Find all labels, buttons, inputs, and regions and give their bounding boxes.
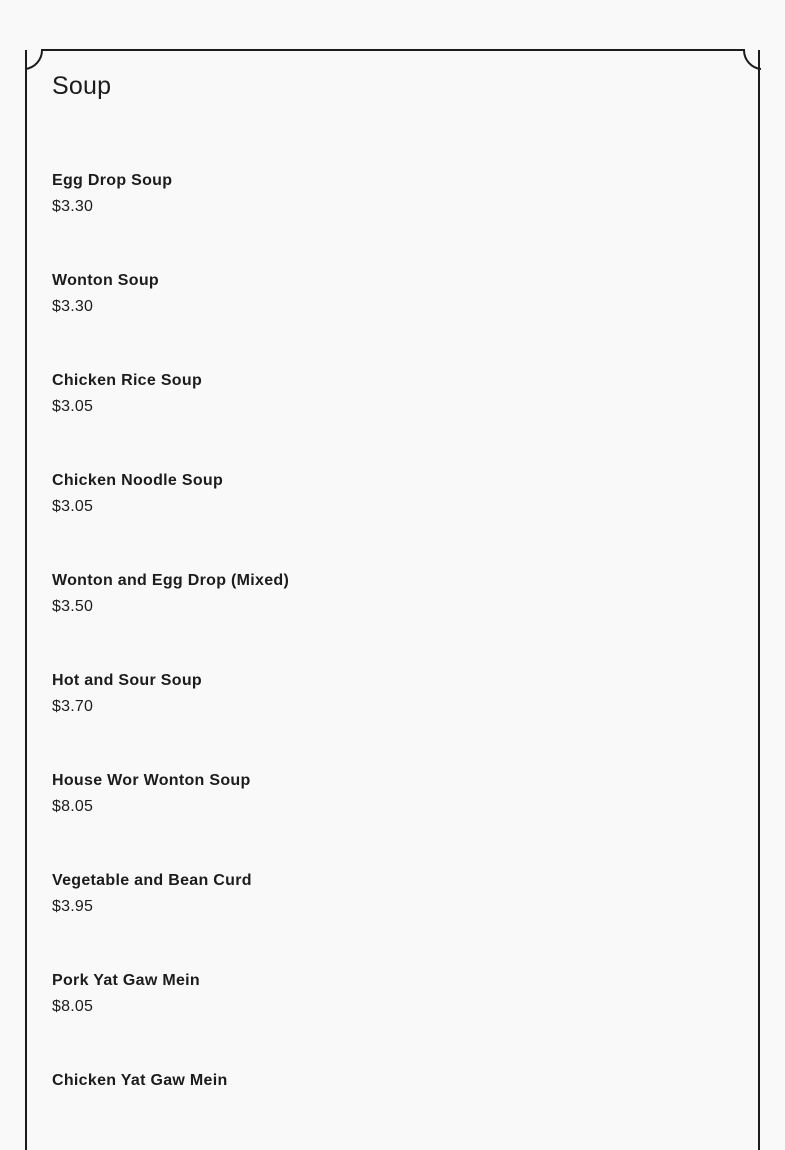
menu-item[interactable] [52,371,202,417]
menu-item-price: $3.05 [52,398,94,415]
menu-item-price: $8.05 [52,998,94,1015]
menu-item-name: Vegetable and Bean Curd [52,872,252,889]
menu-item-price: $3.70 [52,698,94,715]
menu-item-name: Wonton and Egg Drop (Mixed) [52,572,290,589]
menu-item-name: Chicken Noodle Soup [52,472,224,489]
menu-item[interactable] [52,1071,228,1097]
menu-item-name: Pork Yat Gaw Mein [52,972,200,989]
menu-item[interactable] [52,771,251,817]
menu-item[interactable] [52,871,252,917]
menu-item[interactable] [52,971,200,1017]
menu-item[interactable] [52,571,289,617]
menu-item-name: Hot and Sour Soup [52,672,202,689]
menu-item-name: Egg Drop Soup [52,172,173,189]
menu-item-name: House Wor Wonton Soup [52,772,251,789]
menu-item-name: Chicken Yat Gaw Mein [52,1072,228,1089]
menu-item-price: $3.30 [52,298,94,315]
menu-item[interactable] [52,471,223,517]
menu-item-price: $3.50 [52,598,94,615]
section-title: Soup [52,72,112,100]
menu-item-price: $3.30 [52,198,94,215]
card-top-border [24,49,762,73]
menu-item-price: $8.05 [52,798,94,815]
menu-item-name: Chicken Rice Soup [52,372,203,389]
menu-section-card [25,50,760,1150]
menu-item[interactable] [52,271,159,317]
menu-item[interactable] [52,671,202,717]
menu-item[interactable] [52,171,172,217]
menu-item-price: $3.95 [52,898,94,915]
menu-item-price: $3.05 [52,498,94,515]
menu-item-name: Wonton Soup [52,272,159,289]
